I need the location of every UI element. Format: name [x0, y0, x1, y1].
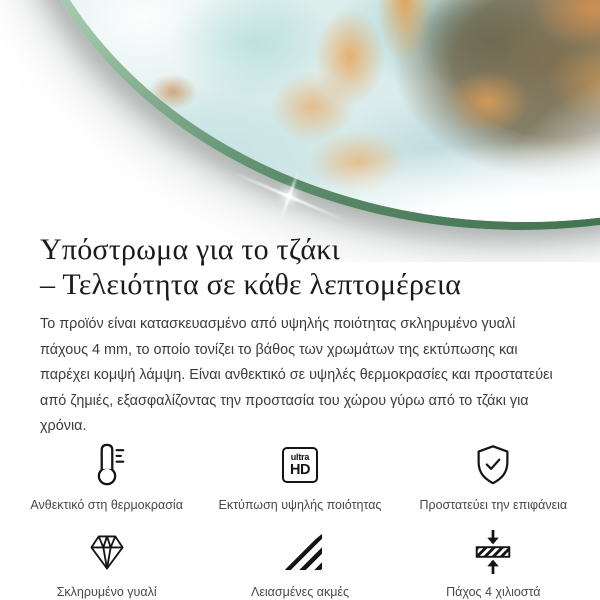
product-description: Το προϊόν είναι κατασκευασμένο από υψηλής ποιότητας σκληρυμένο γυαλί πάχους 4 mm, το οποίο τονίζει το βάθος των χρωμάτων της εκτύπωσης και παρέχει κομψή λάμψη. Είναι ανθεκτικό σε υψηλές θερμοκρασίες και προστατεύει από ζημιές, εξασφαλίζοντας την προστασία του χώρου γύρω από το τζάκι για χρόνια.: [40, 316, 553, 435]
feature-label: Λειασμένες ακμές: [250, 584, 349, 599]
polished-edges-icon: [277, 529, 322, 575]
feature-label: Εκτύπωση υψηλής ποιότητας: [218, 497, 382, 512]
diamond-icon: [85, 529, 129, 575]
feature-label: Σκληρυμένο γυαλί: [56, 584, 157, 599]
ultra-hd-badge: [282, 447, 318, 483]
feature-label: Προστατεύει την επιφάνεια: [419, 497, 568, 512]
ultra-hd-badge-bottom-text: HD: [290, 461, 310, 478]
ultra-hd-icon: [282, 442, 318, 488]
ultra-hd-badge-top-text: ultra: [290, 451, 310, 462]
page-title: [40, 232, 562, 302]
feature-temperature: [10, 442, 203, 513]
feature-polished-edges: [203, 529, 396, 600]
diagonal-stripes-shape: [277, 533, 322, 570]
shield-check-icon: [470, 442, 516, 488]
title-line-1: Υπόστρωμα για το τζάκι: [40, 233, 340, 266]
feature-tempered-glass: [10, 529, 203, 600]
title-line-2: – Τελειότητα σε κάθε λεπτομέρεια: [40, 268, 462, 301]
feature-thickness: [397, 529, 590, 600]
feature-label: Ανθεκτικό στη θερμοκρασία: [30, 497, 183, 512]
feature-grid: [0, 442, 600, 600]
feature-surface-protection: [397, 442, 590, 513]
thickness-icon: [470, 529, 516, 575]
feature-label: Πάχος 4 χιλιοστά: [446, 584, 541, 599]
thermometer-icon: [84, 442, 130, 488]
feature-print-quality: [203, 442, 396, 513]
